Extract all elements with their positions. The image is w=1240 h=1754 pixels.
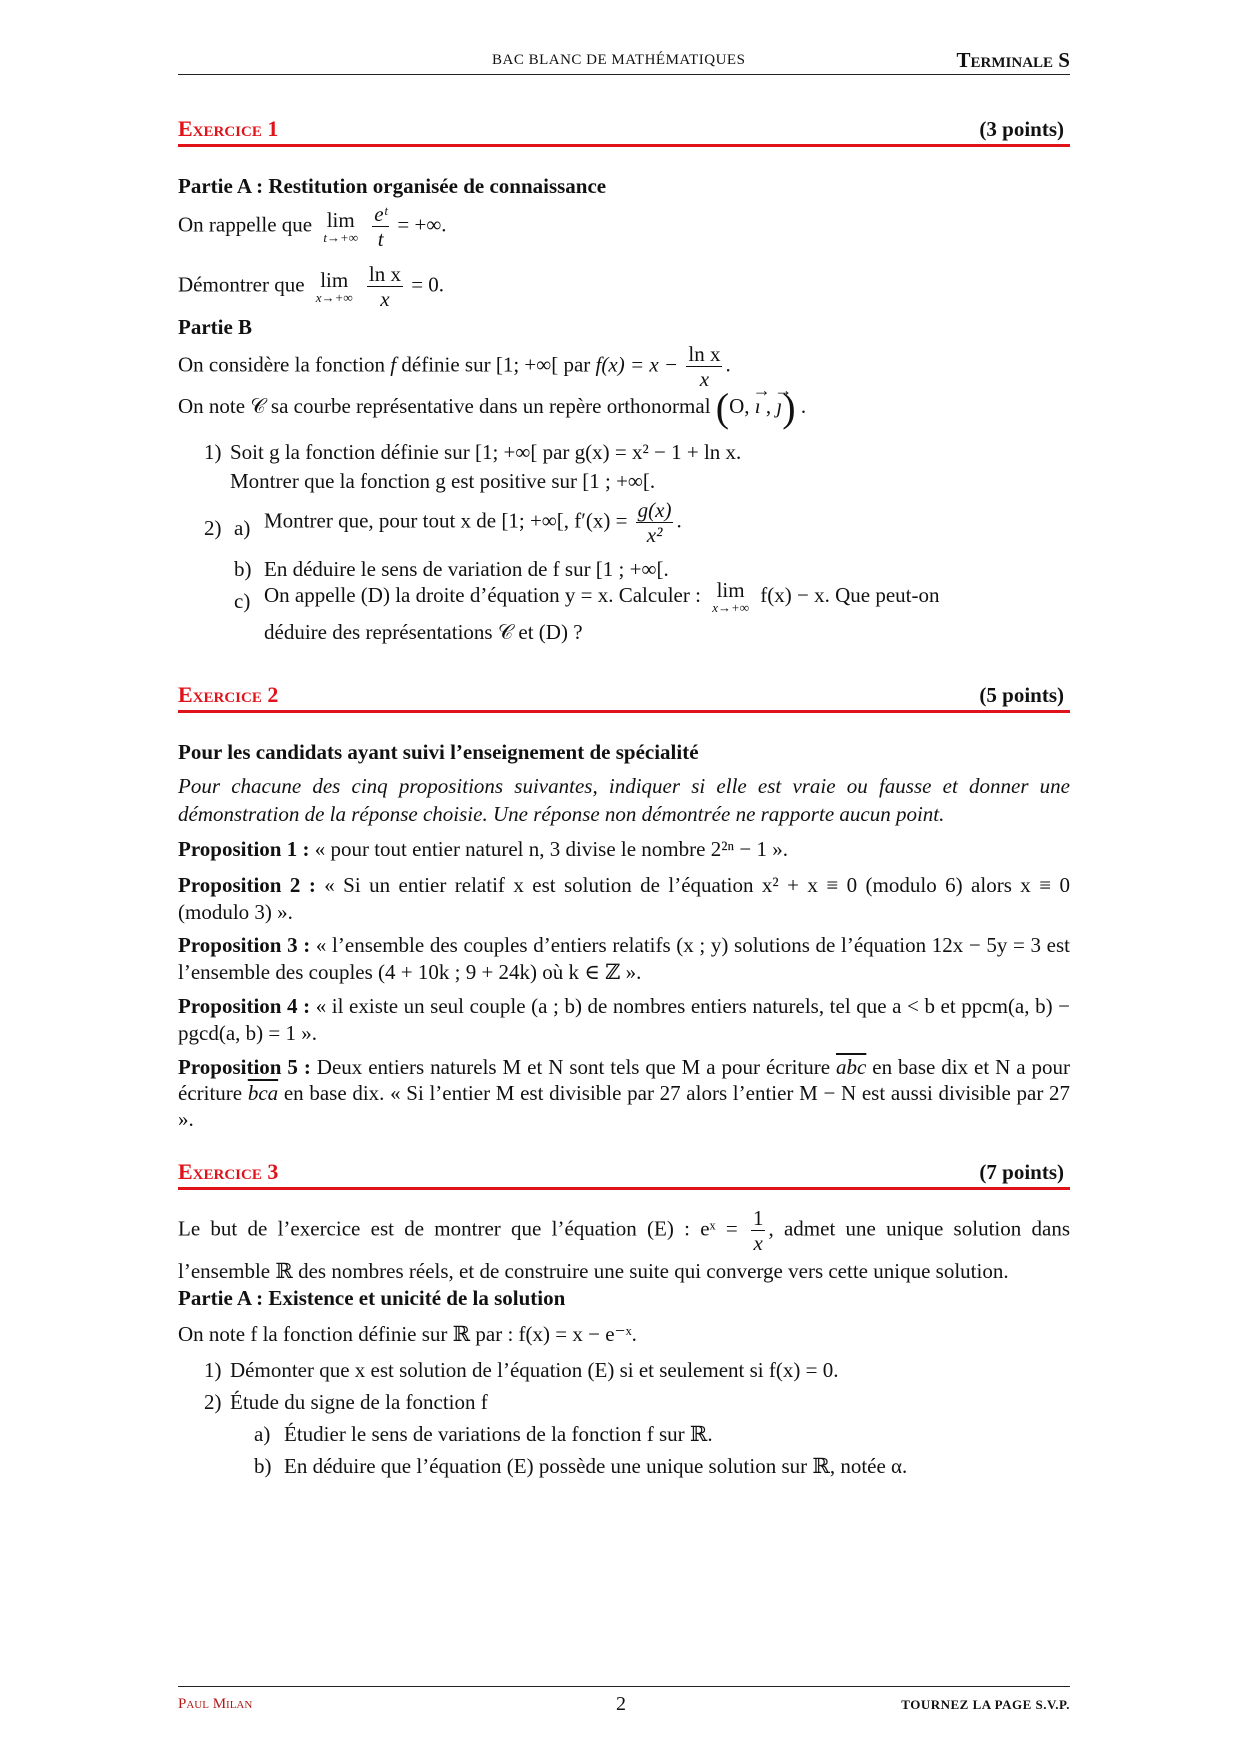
ex1-q2a-label: a) [234, 516, 251, 540]
ex3-points: (7 points) [979, 1160, 1064, 1184]
header-rule [178, 74, 1070, 75]
ex3-intro: Le but de l’exercice est de montrer que l’équation (E) : eˣ = $\frac{1}{x}$ , admet une unique solution dans l’ensemble ℝ des nombres réels, et de construire une suite qui converge vers cette unique solution. [178, 1206, 1070, 1284]
ex1-demo: Démontrer que lim x→+∞ $\frac{\text{ln x}}{x}$ = 0. [178, 262, 445, 312]
ex2-prop3: Proposition 3 : « l’ensemble des couples d’entiers relatifs (x ; y) solutions de l’équation 12x − 5y = 3 est l’ensemble des couples (4 + 10k ; 9 + 24k) où k ∈ ℤ ». [178, 933, 1070, 984]
ex1-b-intro: On considère la fonction f définie sur [1; +∞[ par f(x) = x − $\frac{\text{ln x}}{x}$ . [178, 342, 731, 392]
ex2-points: (5 points) [979, 683, 1064, 707]
footer-author: Paul Milan [178, 1696, 253, 1712]
ex1-q1-line1: Soit g la fonction définie sur [1; +∞[ par g(x) = x² − 1 + ln x. [230, 440, 742, 464]
lim-t: lim t→+∞ [323, 207, 359, 245]
header-title: BAC BLANC DE MATHÉMATIQUES [492, 52, 746, 68]
ex2-prop1: Proposition 1 : « pour tout entier naturel n, 3 divise le nombre 2²ⁿ − 1 ». [178, 837, 788, 861]
ex3-q1: Démonter que x est solution de l’équation (E) si et seulement si f(x) = 0. [230, 1358, 839, 1382]
ex1-b-note: On note 𝒞 sa courbe représentative dans un repère orthonormal (O, → ı , → ȷ) . [178, 392, 1070, 424]
ex1-title: Exercice 1 [178, 116, 279, 141]
ex1-q2c-text3: déduire des représentations 𝒞 et (D) ? [264, 620, 583, 644]
ex2-prop4: Proposition 4 : « il existe un seul couple (a ; b) de nombres entiers naturels, tel que a < b et ppcm(a, b) − pgcd(a, b) = 1 ». [178, 994, 1070, 1045]
ex1-rule [178, 144, 1070, 147]
ex3-def: On note f la fonction définie sur ℝ par : f(x) = x − e⁻ˣ. [178, 1322, 637, 1346]
ex3-q2-num: 2) [204, 1390, 222, 1414]
ex1-q1-num: 1) [204, 440, 222, 464]
ex3-title: Exercice 3 [178, 1159, 279, 1184]
ex3-q1-num: 1) [204, 1358, 222, 1382]
frac-lnx-x: $\frac{\text{ln x}}{x}$ [368, 262, 401, 312]
frac-et-t: $\frac{\text{eᵗ}}{t}$ [374, 202, 388, 252]
footer-page-number: 2 [616, 1693, 626, 1715]
ex3-q2a-label: a) [254, 1422, 271, 1446]
ex1-q2-num: 2) [204, 516, 222, 540]
ex3-q2b-label: b) [254, 1454, 272, 1478]
footer-rule [178, 1686, 1070, 1687]
ex1-q2b-label: b) [234, 557, 252, 581]
ex3-q2a: Étudier le sens de variations de la fonction f sur ℝ. [284, 1422, 713, 1446]
ex1-q2b-text: En déduire le sens de variation de f sur [1 ; +∞[. [264, 557, 669, 581]
ex3-q2b: En déduire que l’équation (E) possède une unique solution sur ℝ, notée α. [284, 1454, 908, 1478]
ex1-q2c-label: c) [234, 589, 251, 613]
ex2-title: Exercice 2 [178, 682, 279, 707]
ex1-q2c-text: On appelle (D) la droite d’équation y = x. Calculer : lim x→+∞ f(x) − x. Que peut-on [264, 578, 940, 615]
ex2-rule [178, 710, 1070, 713]
ex1-q1-line2: Montrer que la fonction g est positive sur [1 ; +∞[. [230, 469, 656, 493]
ex2-intro: Pour chacune des cinq propositions suivantes, indiquer si elle est vraie ou fausse et donner une démonstration de la réponse choisie. Une réponse non démontrée ne rapporte aucun point. [178, 774, 1070, 826]
ex2-prop2: Proposition 2 : « Si un entier relatif x est solution de l’équation x² + x ≡ 0 (modulo 6) alors x ≡ 0 (modulo 3) ». [178, 873, 1070, 924]
ex2-heading: Pour les candidats ayant suivi l’enseignement de spécialité [178, 740, 699, 764]
frac-1-x: $\frac{1}{x}$ [752, 1206, 764, 1256]
ex1-recall: On rappelle que lim t→+∞ $\frac{\text{eᵗ}}{t}$ = +∞. [178, 202, 447, 252]
ex3-rule [178, 1187, 1070, 1190]
ex1-points: (3 points) [979, 117, 1064, 141]
ex1-partA-heading: Partie A : Restitution organisée de connaissance [178, 174, 607, 198]
ex1-partB-heading: Partie B [178, 315, 253, 339]
ex1-q2a-text: Montrer que, pour tout x de [1; +∞[, f′(x) = $\frac{g(x)}{\text{x²}}$ . [264, 498, 682, 548]
footer-turn-page: TOURNEZ LA PAGE S.V.P. [901, 1697, 1070, 1712]
ex3-q2: Étude du signe de la fonction f [230, 1390, 488, 1414]
ex2-prop5: Proposition 5 : Deux entiers naturels M et N sont tels que M a pour écriture $\overline{abc}$ en base dix et N a pour écriture $\overline{bca}$ en base dix. « Si l’entier M est divisible par 27 alors l’entier M − N est aussi divisible par 27 ». [178, 1055, 1071, 1131]
ex3-partA-heading: Partie A : Existence et unicité de la solution [178, 1286, 566, 1310]
lim-x-2: lim x→+∞ [712, 578, 750, 615]
header-class: Terminale S [956, 48, 1070, 72]
frac-gx-x2: $\frac{g(x)}{\text{x²}}$ [637, 498, 672, 548]
lim-x: lim x→+∞ [315, 267, 353, 305]
frac-lnx-x-2: $\frac{\text{ln x}}{x}$ [688, 342, 721, 392]
